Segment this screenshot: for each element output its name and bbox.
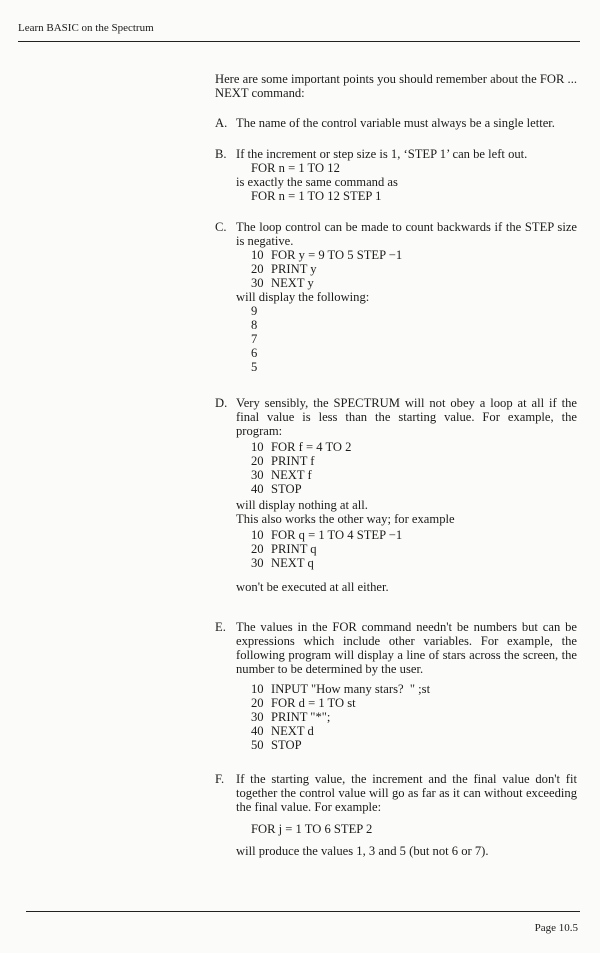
point-label: A. (215, 116, 228, 130)
point-b (215, 147, 577, 203)
point-text: The values in the FOR command needn't be numbers but can be expressions which include other variables. For example, the following program will display a line of stars across the screen, the number to be determined by the user. (236, 620, 577, 676)
code-line: 40 STOP (251, 482, 302, 496)
output-value: 6 (251, 346, 258, 360)
point-label: C. (215, 220, 227, 234)
code-line: 30 NEXT y (251, 276, 314, 290)
code-block (236, 682, 577, 752)
point-label: E. (215, 620, 226, 634)
point-a (215, 116, 577, 130)
code-line: 10 FOR q = 1 TO 4 STEP −1 (251, 528, 403, 542)
code-line: 20 PRINT q (251, 542, 317, 556)
code-line: 10 INPUT "How many stars? " ;st (251, 682, 431, 696)
code-line: 20 PRINT y (251, 262, 317, 276)
code-line: 20 PRINT f (251, 454, 315, 468)
code-line: FOR j = 1 TO 6 STEP 2 (251, 822, 373, 836)
output-value: 9 (251, 304, 258, 318)
point-text: If the increment or step size is 1, ‘STEP 1’ can be left out. (236, 147, 528, 161)
code-line: 10 FOR f = 4 TO 2 (251, 440, 352, 454)
point-label: B. (215, 147, 227, 161)
point-text: Very sensibly, the SPECTRUM will not obey a loop at all if the final value is less than the starting value. For example, the program: (236, 396, 577, 438)
output-value: 7 (251, 332, 258, 346)
point-text: The loop control can be made to count backwards if the STEP size is negative. (236, 220, 577, 248)
point-text: is exactly the same command as (236, 175, 398, 189)
point-f (215, 772, 577, 858)
output-values (236, 304, 577, 374)
point-text: will display the following: (236, 290, 370, 304)
code-line: FOR n = 1 TO 12 STEP 1 (251, 189, 382, 203)
point-text: won't be executed at all either. (236, 580, 389, 594)
footer-rule (26, 911, 580, 912)
code-line: 10 FOR y = 9 TO 5 STEP −1 (251, 248, 403, 262)
code-block (236, 528, 577, 570)
output-value: 5 (251, 360, 258, 374)
point-e (215, 620, 577, 752)
code-line: 20 FOR d = 1 TO st (251, 696, 356, 710)
point-c (215, 220, 577, 374)
point-d (215, 396, 577, 594)
page-number: Page 10.5 (534, 922, 578, 934)
code-line: 50 STOP (251, 738, 302, 752)
point-label: D. (215, 396, 228, 410)
code-line: 40 NEXT d (251, 724, 314, 738)
output-value: 8 (251, 318, 258, 332)
point-text: If the starting value, the increment and the final value don't fit together the control value will go as far as it can without exceeding the final value. For example: (236, 772, 577, 814)
point-text: will produce the values 1, 3 and 5 (but not 6 or 7). (236, 844, 489, 858)
code-line: 30 NEXT f (251, 468, 312, 482)
point-label: F. (215, 772, 225, 786)
code-line: 30 NEXT q (251, 556, 314, 570)
point-text: This also works the other way; for example (236, 512, 455, 526)
intro-paragraph: Here are some important points you should remember about the FOR ... NEXT command: (215, 72, 577, 100)
point-text: will display nothing at all. (236, 498, 368, 512)
page-body (215, 72, 577, 858)
code-block (236, 248, 577, 290)
header-rule (18, 41, 580, 42)
code-line: FOR n = 1 TO 12 (251, 161, 340, 175)
point-text: The name of the control variable must always be a single letter. (236, 116, 555, 130)
code-block (236, 440, 577, 496)
running-header: Learn BASIC on the Spectrum (18, 22, 154, 34)
code-line: 30 PRINT "*"; (251, 710, 331, 724)
